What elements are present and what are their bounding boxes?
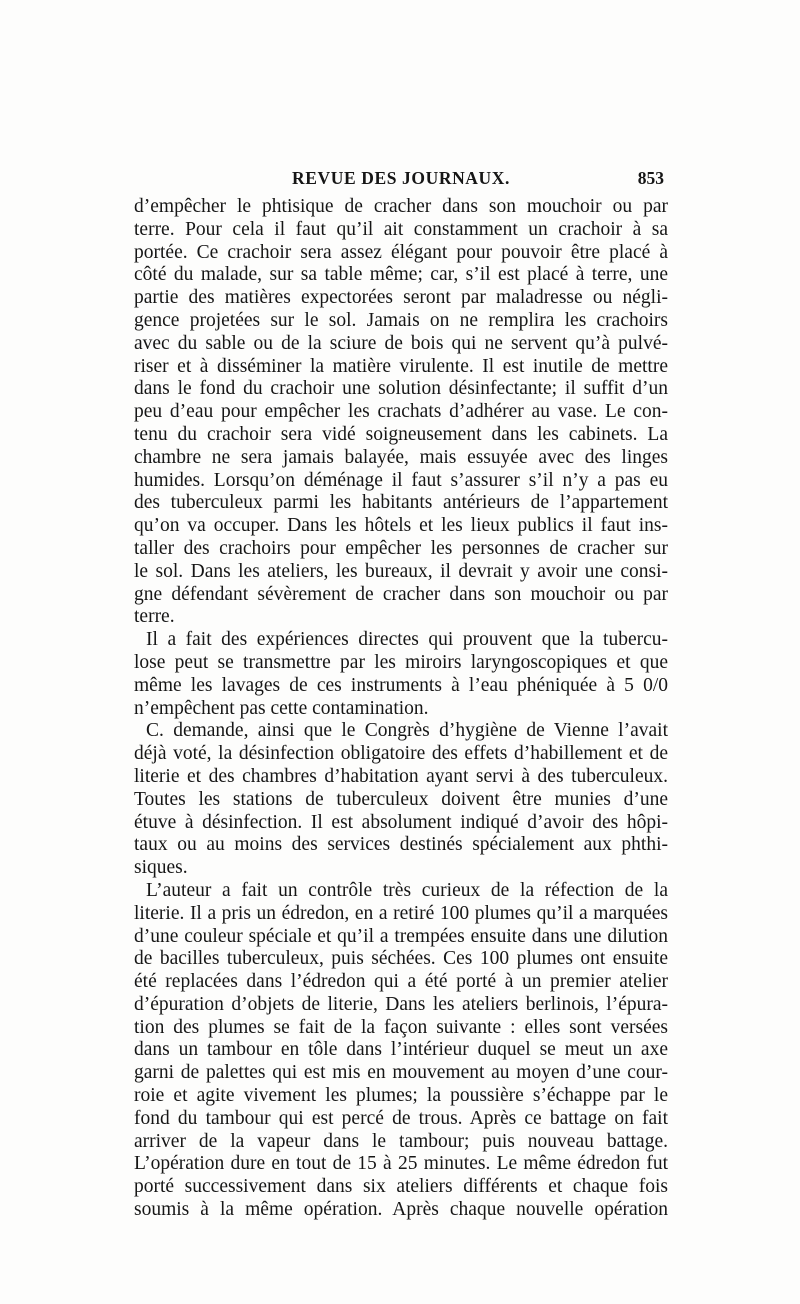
text-line: Il a fait des expériences directes qui prouvent que la tubercu-: [146, 629, 668, 651]
text-line: riser et à disséminer la matière virulente. Il est inutile de mettre: [134, 355, 668, 377]
text-line: gne défendant sévèrement de cracher dans son mouchoir ou par: [134, 583, 668, 605]
text-line: roie et agite vivement les plumes; la poussière s’échappe par le: [134, 1085, 668, 1107]
text-line: d’une couleur spéciale et qu’il a trempées ensuite dans une dilution: [134, 925, 668, 947]
text-line: côté du malade, sur sa table même; car, s’il est placé à terre, une: [134, 264, 668, 286]
text-line: porté successivement dans six ateliers différents et chaque fois: [134, 1176, 668, 1198]
text-line: arriver de la vapeur dans le tambour; puis nouveau battage.: [134, 1130, 668, 1152]
text-line: literie. Il a pris un édredon, en a retiré 100 plumes qu’il a marquées: [134, 902, 668, 924]
text-line: déjà voté, la désinfection obligatoire des effets d’habillement et de: [134, 743, 668, 765]
text-line: lose peut se transmettre par les miroirs laryngoscopiques et que: [134, 651, 668, 673]
text-line: tion des plumes se fait de la façon suivante : elles sont versées: [134, 1016, 668, 1038]
text-line: siques.: [134, 857, 188, 879]
text-line: terre. Pour cela il faut qu’il ait constamment un crachoir à sa: [134, 218, 668, 240]
text-line: garni de palettes qui est mis en mouvement au moyen d’une cour-: [134, 1062, 668, 1084]
text-line: dans le fond du crachoir une solution désinfectante; il suffit d’un: [134, 378, 668, 400]
page-number: 853: [637, 168, 664, 188]
text-line: gence projetées sur le sol. Jamais on ne remplira les crachoirs: [134, 309, 668, 331]
text-line: soumis à la même opération. Après chaque nouvelle opération: [134, 1199, 668, 1221]
text-line: n’empêchent pas cette contamination.: [134, 697, 429, 719]
text-line: taller des crachoirs pour empêcher les personnes de cracher sur: [134, 537, 668, 559]
text-line: peu d’eau pour empêcher les crachats d’adhérer au vase. Le con-: [134, 401, 668, 423]
text-line: chambre ne sera jamais balayée, mais essuyée avec des linges: [134, 446, 668, 468]
text-line: étuve à désinfection. Il est absolument indiqué d’avoir des hôpi-: [134, 811, 668, 833]
text-line: d’empêcher le phtisique de cracher dans son mouchoir ou par: [134, 196, 668, 217]
running-title: REVUE DES JOURNAUX.: [291, 168, 511, 188]
text-line: avec du sable ou de la sciure de bois qui ne servent qu’à pulvé-: [134, 332, 668, 354]
article-body: [134, 196, 668, 1222]
text-line: le sol. Dans les ateliers, les bureaux, il devrait y avoir une consi-: [134, 560, 668, 582]
text-line: partie des matières expectorées seront par maladresse ou négli-: [134, 287, 668, 309]
text-line: C. demande, ainsi que le Congrès d’hygiène de Vienne l’avait: [146, 720, 668, 742]
text-line: L’auteur a fait un contrôle très curieux de la réfection de la: [146, 879, 668, 901]
text-line: même les lavages de ces instruments à l’eau phéniquée à 5 0/0: [134, 674, 668, 696]
text-line: de bacilles tuberculeux, puis séchées. Ces 100 plumes ont ensuite: [134, 948, 668, 970]
text-line: L’opération dure en tout de 15 à 25 minutes. Le même édredon fut: [134, 1153, 668, 1175]
page-header: [134, 166, 668, 192]
text-line: des tuberculeux parmi les habitants antérieurs de l’appartement: [134, 492, 668, 514]
text-line: Toutes les stations de tuberculeux doivent être munies d’une: [134, 788, 668, 810]
text-line: literie et des chambres d’habitation ayant servi à des tuberculeux.: [134, 765, 668, 787]
text-line: été replacées dans l’édredon qui a été porté à un premier atelier: [134, 971, 668, 993]
text-line: terre.: [134, 606, 175, 628]
text-line: d’épuration d’objets de literie, Dans les ateliers berlinois, l’épura-: [134, 993, 668, 1015]
text-line: humides. Lorsqu’on déménage il faut s’assurer s’il n’y a pas eu: [134, 469, 668, 491]
text-line: taux ou au moins des services destinés spécialement aux phthi-: [134, 834, 668, 856]
text-line: tenu du crachoir sera vidé soigneusement dans les cabinets. La: [134, 423, 668, 445]
text-line: dans un tambour en tôle dans l’intérieur duquel se meut un axe: [134, 1039, 668, 1061]
text-line: qu’on va occuper. Dans les hôtels et les lieux publics il faut ins-: [134, 515, 668, 537]
text-line: fond du tambour qui est percé de trous. Après ce battage on fait: [134, 1107, 668, 1129]
text-line: portée. Ce crachoir sera assez élégant pour pouvoir être placé à: [134, 241, 668, 263]
